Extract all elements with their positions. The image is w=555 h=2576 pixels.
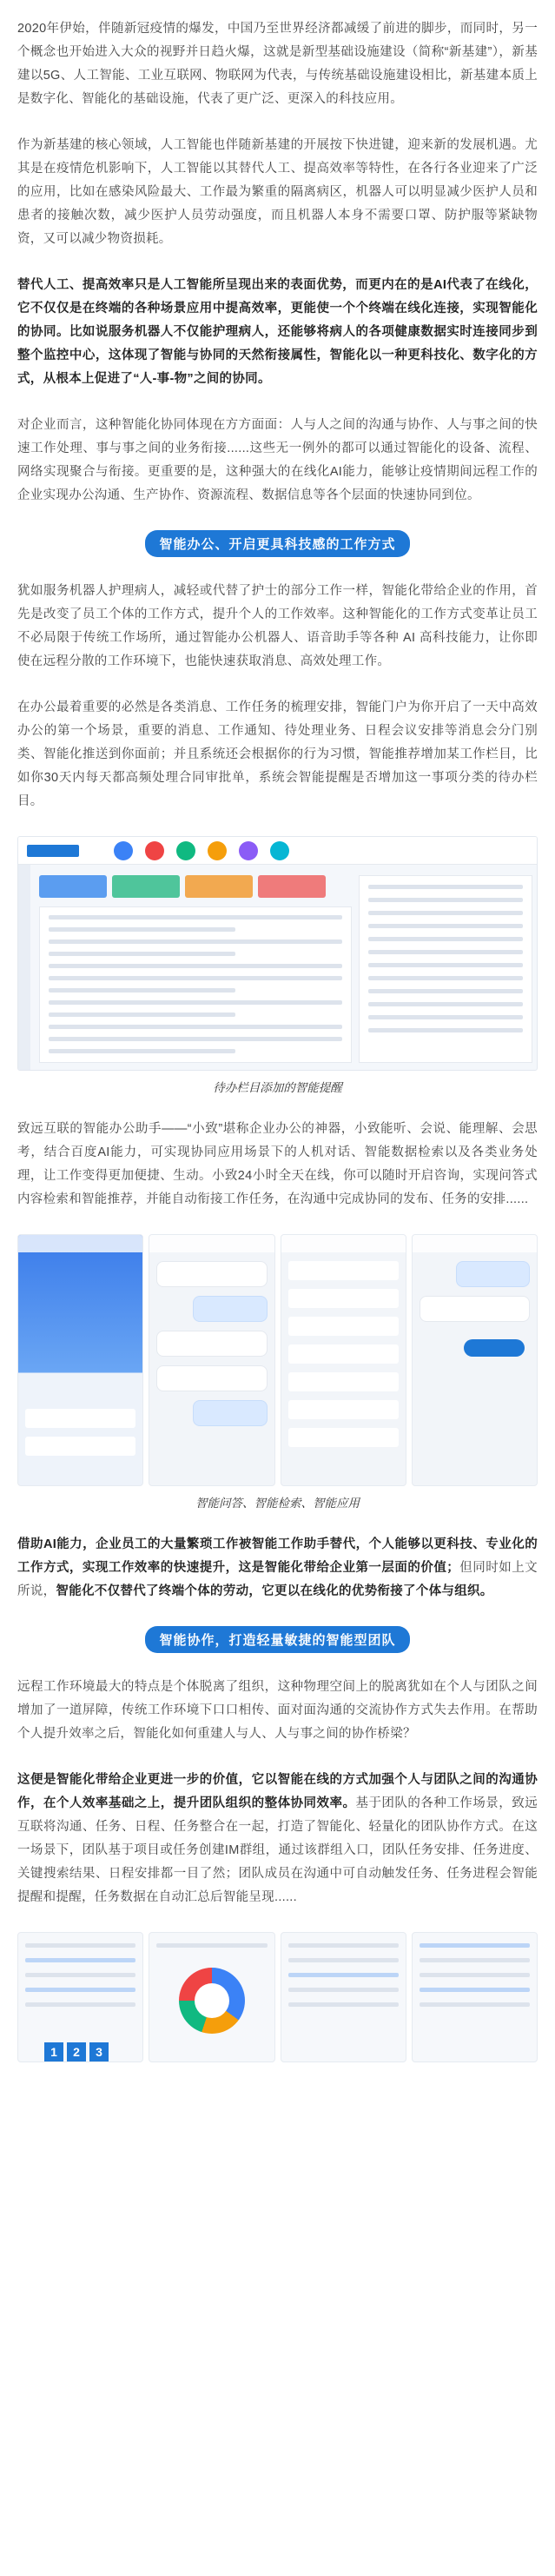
paragraph-value: 借助AI能力，企业员工的大量繁琐工作被智能工作助手替代，个人能够以更科技、专业化的工作方式，实现工作效率的快速提升，这是智能化带给企业第一层面的价值；但同时如上文所说，智能化不仅替代了终端个体的劳动，它更以在线化的优势衔接了个体与组织。 (17, 1537, 538, 1598)
paragraph-enterprise: 对企业而言，这种智能化协同体现在方方面面：人与人之间的沟通与协作、人与事之间的快速工作处理、事与事之间的业务衔接......这些无一例外的都可以通过智能化的设备、流程、网络实现聚合与衔接。更重要的是，这种强大的在线化AI能力，能够让疫情期间远程工作的企业实现办公沟通、生产协作、资源流程、数据信息等各个层面的快速协同到位。 (17, 418, 538, 502)
team-screenshots (17, 1932, 538, 2062)
app-icon (270, 841, 289, 860)
side-panel (359, 875, 532, 1063)
paragraph-online-highlight: 这体现了智能与协同的天然衔接属性，智能化以一种更科技化、数字化的方式，从根本上促进了“人-事-物”之间的协同。 (17, 349, 538, 386)
paragraph-intro: 2020年伊始，伴随新冠疫情的爆发，中国乃至世界经济都减缓了前进的脚步，而同时，另一个概念也开始进入大众的视野并日趋火爆，这就是新型基础设施建设（简称“新基建”），新基建以5G、人工智能、工业互联网、物联网为代表，与传统基础设施建设相比，新基建本质上是数字化、智能化的基础设施，代表了更广泛、更深入的科技应用。 (17, 22, 538, 106)
dashboard-sidebar (18, 865, 30, 1070)
step-numbers (44, 2042, 109, 2061)
phone-screen-3 (281, 1234, 406, 1486)
mobile-screenshots (17, 1234, 538, 1486)
logo (27, 845, 79, 857)
dashboard-topbar (18, 837, 537, 865)
stat-card (39, 875, 107, 898)
paragraph-ai-core: 作为新基建的核心领域，人工智能也伴随新基建的开展按下快进键，迎来新的发展机遇。尤其是在疫情危机影响下，人工智能以其替代人工、提高效率等特性，在各行各业迎来了广泛的应用，比如在感染风险最大、工作最为繁重的隔离病区，机器人可以明显减少医护人员和患者的接触次数，减少医护人员劳动强度，而且机器人本身不需要口罩、防护服等紧缺物资，又可以减少物资损耗。 (17, 138, 538, 246)
caption-mobile: 智能问答、智能检索、智能应用 (195, 1497, 360, 1510)
paragraph-remote: 远程工作环境最大的特点是个体脱离了组织，这种物理空间上的脱离犹如在个人与团队之间增加了一道屏障，传统工作环境下口口相传、面对面沟通的交流协作方式失去作用。在帮助个人提升效率之后，智能化如何重建人与人、人与事之间的协作桥梁？ (17, 1680, 538, 1741)
phone-screen-2 (149, 1234, 274, 1486)
stat-card (185, 875, 253, 898)
dashboard-screenshot (17, 836, 538, 1071)
section-title-2: 智能协作，打造轻量敏捷的智能型团队 (0, 1626, 555, 1653)
step-number: 1 (44, 2042, 63, 2061)
app-icon (239, 841, 258, 860)
paragraph-team: 这便是智能化带给企业更进一步的价值，它以智能在线的方式加强个人与团队之间的沟通协作，在个人效率基础之上，提升团队组织的整体协同效率。基于团队的各种工作场景，致远互联将沟通、任务、日程、任务整合在一起，打造了智能化、轻量化的团队协作方式。在这一场景下，团队基于项目或任务创建IM群组，通过该群组入口，团队任务安排、任务进度、关键搜索结果、日程安排都一目了然；团队成员在沟通中可自动触发任务、任务进程会智能提醒和提醒，任务数据在自动汇总后智能呈现...... (17, 1773, 538, 1904)
stat-card (258, 875, 326, 898)
app-icon (176, 841, 195, 860)
paragraph-online-a: 替代人工、提高效率只是人工智能所呈现出来的表面优势，而更内在的是AI代表了在线化，它不仅仅是在终端的各种场景应用中提高效率，更能使一个个终端在线化连接，实现智能化的协同。比如说服务机器人不仅能护理病人，还能够将病人的各项健康数据实时连接同步到整个监控中心， (17, 278, 538, 362)
team-stats-pane (149, 1932, 274, 2062)
paragraph-assistant: 致远互联的智能办公助手——“小致”堪称企业办公的神器，小致能听、会说、能理解、会思考，结合百度AI能力，可实现协同应用场景下的人机对话、智能数据检索以及各类业务处理，让工作变得更加便捷、生动。小致24小时全天在线，你可以随时开启咨询，实现问答式内容检索和智能推荐，并能自动衔接工作任务，在沟通中完成协同的发布、任务的安排...... (17, 1122, 538, 1206)
app-icon (145, 841, 164, 860)
section-title-1: 智能办公、开启更具科技感的工作方式 (0, 530, 555, 557)
dashboard-cards (39, 875, 326, 898)
step-number: 3 (89, 2042, 109, 2061)
todo-panel (39, 906, 352, 1063)
paragraph-online (17, 274, 538, 391)
stat-card (112, 875, 180, 898)
phone-screen-1 (17, 1234, 143, 1486)
team-chat-pane (17, 1932, 143, 2062)
app-icon (208, 841, 227, 860)
team-task-pane (412, 1932, 538, 2062)
phone-screen-4 (412, 1234, 538, 1486)
action-button (464, 1339, 525, 1357)
paragraph-portal: 在办公最着重要的必然是各类消息、工作任务的梳理安排，智能门户为你开启了一天中高效办公的第一个场景，重要的消息、工作通知、待处理业务、日程会议安排等消息会分门别类、智能化推送到你面前；并且系统还会根据你的行为习惯，智能推荐增加某工作栏目，比如你30天内每天都高频处理合同审批单，系统会智能提醒是否增加这一事项分类的待办栏目。 (17, 700, 538, 808)
paragraph-individual: 犹如服务机器人护理病人，减轻或代替了护士的部分工作一样，智能化带给企业的作用，首先是改变了员工个体的工作方式，提升个人的工作效率。这种智能化的工作方式变革让员工不必局限于传统工作场所，通过智能办公机器人、语音助手等各种 AI 高科技能力，让你即使在远程分散的工作环境下，也能快速获取消息、高效处理工作。 (17, 584, 538, 668)
app-icon (114, 841, 133, 860)
team-calendar-pane (281, 1932, 406, 2062)
donut-chart (179, 1968, 245, 2034)
caption-dashboard: 待办栏目添加的智能提醒 (213, 1081, 342, 1094)
step-number: 2 (67, 2042, 86, 2061)
